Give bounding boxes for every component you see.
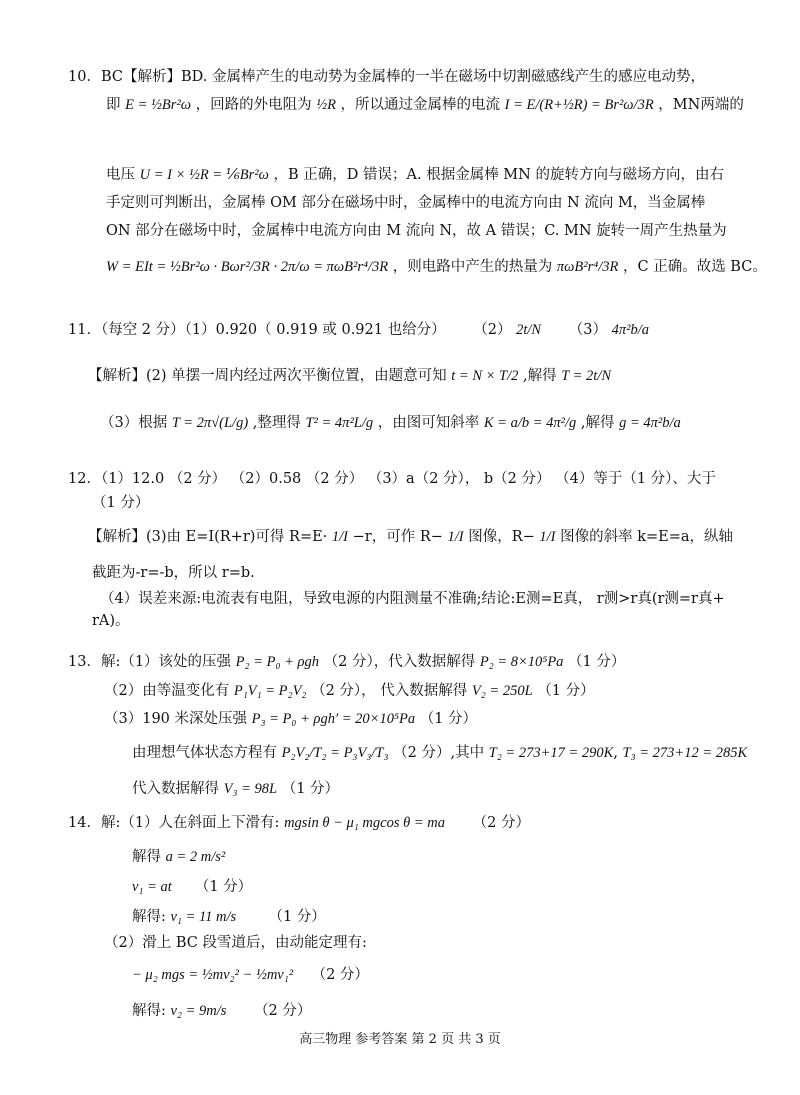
q10-l6-end: ，C 正确。故选 BC。 bbox=[623, 259, 767, 275]
q11-line2 bbox=[88, 369, 611, 384]
q11-formula-T: T = 2t/N bbox=[561, 368, 612, 384]
q14-l3-b: （1 分） bbox=[194, 879, 253, 895]
q13-formula-p2: P₂ = P₀ + ρgh bbox=[235, 654, 319, 670]
q14-formula-energy: − μ₂ mgs = ½mv₂² − ½mv₁² bbox=[132, 967, 294, 983]
q13-line4: 由理想气体状态方程有 P₂V₂/T₂ = P₃V₃/T₃ （2 分）,其中 T₂ = 273+17 = 290K, T₃ = 273+12 = 285K bbox=[132, 745, 748, 761]
q13-l3-a: （3）190 米深处压强 bbox=[104, 711, 248, 727]
q10-l2-mid: ，回路的外电阻为 bbox=[195, 97, 312, 113]
q10-line2 bbox=[106, 98, 744, 113]
q10-line1: 10．BC【解析】BD. 金属棒产生的电动势为金属棒的一半在磁场中切割磁感线产生的感应电动势， bbox=[68, 69, 705, 85]
q14-value-a: a = 2 m/s² bbox=[165, 849, 226, 865]
q11-l3-d: ,解得 bbox=[580, 415, 615, 431]
q13-line5 bbox=[132, 782, 339, 797]
q13-value-p2: P₂ = 8×10⁵Pa bbox=[479, 654, 564, 670]
q13-formula-isothermal: P₁V₁ = P₂V₂ bbox=[233, 683, 307, 699]
q12-l3-a: 【解析】(3)由 E=I(R+r)可得 R=E· bbox=[88, 529, 328, 545]
q11-formula-t: t = N × T/2 bbox=[451, 368, 519, 384]
q14-l2-a: 解得 bbox=[132, 849, 161, 865]
q12-frac-3: 1/I bbox=[539, 529, 556, 545]
q13-l5-a: 代入数据解得 bbox=[132, 781, 219, 797]
q13-l3-b: （1 分） bbox=[419, 711, 478, 727]
page-footer: 高三物理 参考答案 第 2 页 共 3 页 bbox=[299, 1032, 501, 1047]
q14-l4-a: 解得: bbox=[132, 909, 166, 925]
q12-frac-1: 1/I bbox=[331, 529, 349, 545]
q11-l3-a: （3）根据 bbox=[100, 415, 168, 431]
q13-l1-a: 13．解:（1）该处的压强 bbox=[68, 654, 232, 670]
q13-value-v2: V₂ = 250L bbox=[471, 683, 533, 699]
q12-line2: （1 分） bbox=[92, 495, 150, 511]
q13-formula-p3: P₃ = P₀ + ρgh′ = 20×10⁵Pa bbox=[251, 711, 416, 727]
q12-frac-2: 1/I bbox=[447, 529, 464, 545]
q10-formula-heat: W = EIt = ½Br²ω · Bωr²/3R · 2π/ω = πωB²r⁴/3R bbox=[106, 259, 389, 275]
q11-line1 bbox=[68, 323, 649, 338]
q14-line6 bbox=[132, 968, 369, 983]
q12-l3-d: 图像的斜率 k=E=a，纵轴 bbox=[560, 529, 734, 545]
q11-formula-T2: T² = 4π²L/g bbox=[305, 415, 374, 431]
q12-line1: 12．（1）12.0 （2 分） （2）0.58 （2 分） （3）a（2 分）， b（2 分） （4）等于（1 分）、大于 bbox=[68, 471, 716, 487]
q14-line4 bbox=[132, 910, 326, 925]
q11-l1-b: （2） bbox=[473, 322, 512, 338]
q10-line3 bbox=[106, 168, 724, 183]
q12-line4: 截距为-r=-b，所以 r=b. bbox=[92, 565, 255, 581]
q14-l7-a: 解得: bbox=[132, 1003, 166, 1019]
q13-l1-c: （1 分） bbox=[568, 654, 626, 670]
q14-line2 bbox=[132, 850, 225, 865]
q13-l4-a: 由理想气体状态方程有 bbox=[132, 745, 277, 761]
q11-formula-g: g = 4π²b/a bbox=[619, 415, 681, 431]
q10-formula-current: I = E/(R+½R) = Br²ω/3R bbox=[504, 97, 654, 113]
q13-line2 bbox=[104, 684, 595, 699]
q10-l3-pre: 电压 bbox=[106, 167, 135, 183]
q11-line3 bbox=[100, 416, 681, 431]
q11-l3-b: ,整理得 bbox=[252, 415, 301, 431]
q10-l2-pre: 即 bbox=[106, 97, 121, 113]
q14-value-v2: v₂ = 9m/s bbox=[170, 1003, 227, 1019]
q10-formula-heat2: πωB²r⁴/3R bbox=[556, 259, 619, 275]
q14-line7 bbox=[132, 1004, 311, 1019]
q12-line6: rA)。 bbox=[92, 613, 130, 629]
q10-l2-end: ，MN两端的 bbox=[658, 97, 744, 113]
q11-l2-a: 【解析】(2) 单摆一周内经过两次平衡位置，由题意可知 bbox=[88, 368, 447, 384]
q14-formula-v1: v₁ = at bbox=[132, 879, 172, 895]
q14-l6-b: （2 分） bbox=[311, 967, 369, 983]
q14-formula-slope: mgsin θ − μ₁ mgcos θ = ma bbox=[284, 815, 445, 831]
q14-value-v1: v₁ = 11 m/s bbox=[170, 909, 237, 925]
q13-line1 bbox=[68, 655, 625, 670]
q12-line5: （4）误差来源:电流表有电阻，导致电源的内阻测量不准确;结论:E测=E真， r测>r真(r测=r真+ bbox=[100, 591, 725, 607]
q10-formula-emf: E = ½Br²ω bbox=[125, 97, 191, 113]
q14-l1-a: 14．解:（1）人在斜面上下滑有: bbox=[68, 815, 280, 831]
q10-l3-end: ，B 正确，D 错误；A. 根据金属棒 MN 的旋转方向与磁场方向，由右 bbox=[273, 167, 724, 183]
q12-line3 bbox=[88, 530, 733, 545]
q13-l2-c: （1 分） bbox=[537, 683, 595, 699]
q11-l1-a: 11．（每空 2 分）（1）0.920（ 0.919 或 0.921 也给分） bbox=[68, 322, 446, 338]
q11-l1-c: （3） bbox=[568, 322, 607, 338]
q14-l4-b: （1 分） bbox=[268, 909, 326, 925]
q13-value-t3: T₃ = 273+12 = 285K bbox=[622, 745, 748, 761]
q10-line4: 手定则可判断出，金属棒 OM 部分在磁场中时，金属棒中的电流方向由 N 流向 M，当金属棒 bbox=[106, 195, 706, 211]
q14-line3 bbox=[132, 880, 252, 895]
q12-l3-c: 图像，R− bbox=[468, 529, 535, 545]
q10-l2-mid2: ，所以通过金属棒的电流 bbox=[340, 97, 501, 113]
q11-formula-slope: K = a/b = 4π²/g bbox=[483, 415, 577, 431]
q11-formula-period: T = 2π√(L/g) bbox=[171, 415, 249, 431]
q13-formula-ideal-gas: P₂V₂/T₂ = P₃V₃/T₃ bbox=[281, 745, 389, 761]
q11-l3-c: ，由图可知斜率 bbox=[377, 415, 480, 431]
q11-l2-b: ,解得 bbox=[523, 368, 557, 384]
q14-l1-b: （2 分） bbox=[472, 815, 530, 831]
q10-formula-voltage: U = I × ½R = ⅙Br²ω bbox=[139, 167, 269, 183]
q13-l4-b: （2 分）,其中 bbox=[393, 745, 485, 761]
q13-l2-b: （2 分）， 代入数据解得 bbox=[311, 683, 468, 699]
q10-line5: ON 部分在磁场中时，金属棒中电流方向由 M 流向 N，故 A 错误；C. MN 旋转一周产生热量为 bbox=[106, 223, 727, 239]
q11-answer-2: 2t/N bbox=[516, 322, 542, 338]
q13-l2-a: （2）由等温变化有 bbox=[104, 683, 230, 699]
q14-line5: （2）滑上 BC 段雪道后，由动能定理有: bbox=[104, 935, 367, 951]
q14-line1 bbox=[68, 816, 530, 831]
q13-value-t2: T₂ = 273+17 = 290K bbox=[488, 745, 614, 761]
q10-line6 bbox=[106, 260, 767, 275]
q13-l5-b: （1 分） bbox=[281, 781, 340, 797]
q14-l7-b: （2 分） bbox=[254, 1003, 312, 1019]
q10-formula-resistance: ½R bbox=[316, 97, 336, 113]
q13-l1-b: （2 分），代入数据解得 bbox=[323, 654, 476, 670]
q13-line3 bbox=[104, 712, 477, 727]
q10-l6-mid: ，则电路中产生的热量为 bbox=[392, 259, 553, 275]
q12-l3-b: −r，可作 R− bbox=[352, 529, 443, 545]
q13-value-v3: V₃ = 98L bbox=[223, 781, 278, 797]
q11-answer-3: 4π²b/a bbox=[611, 322, 649, 338]
